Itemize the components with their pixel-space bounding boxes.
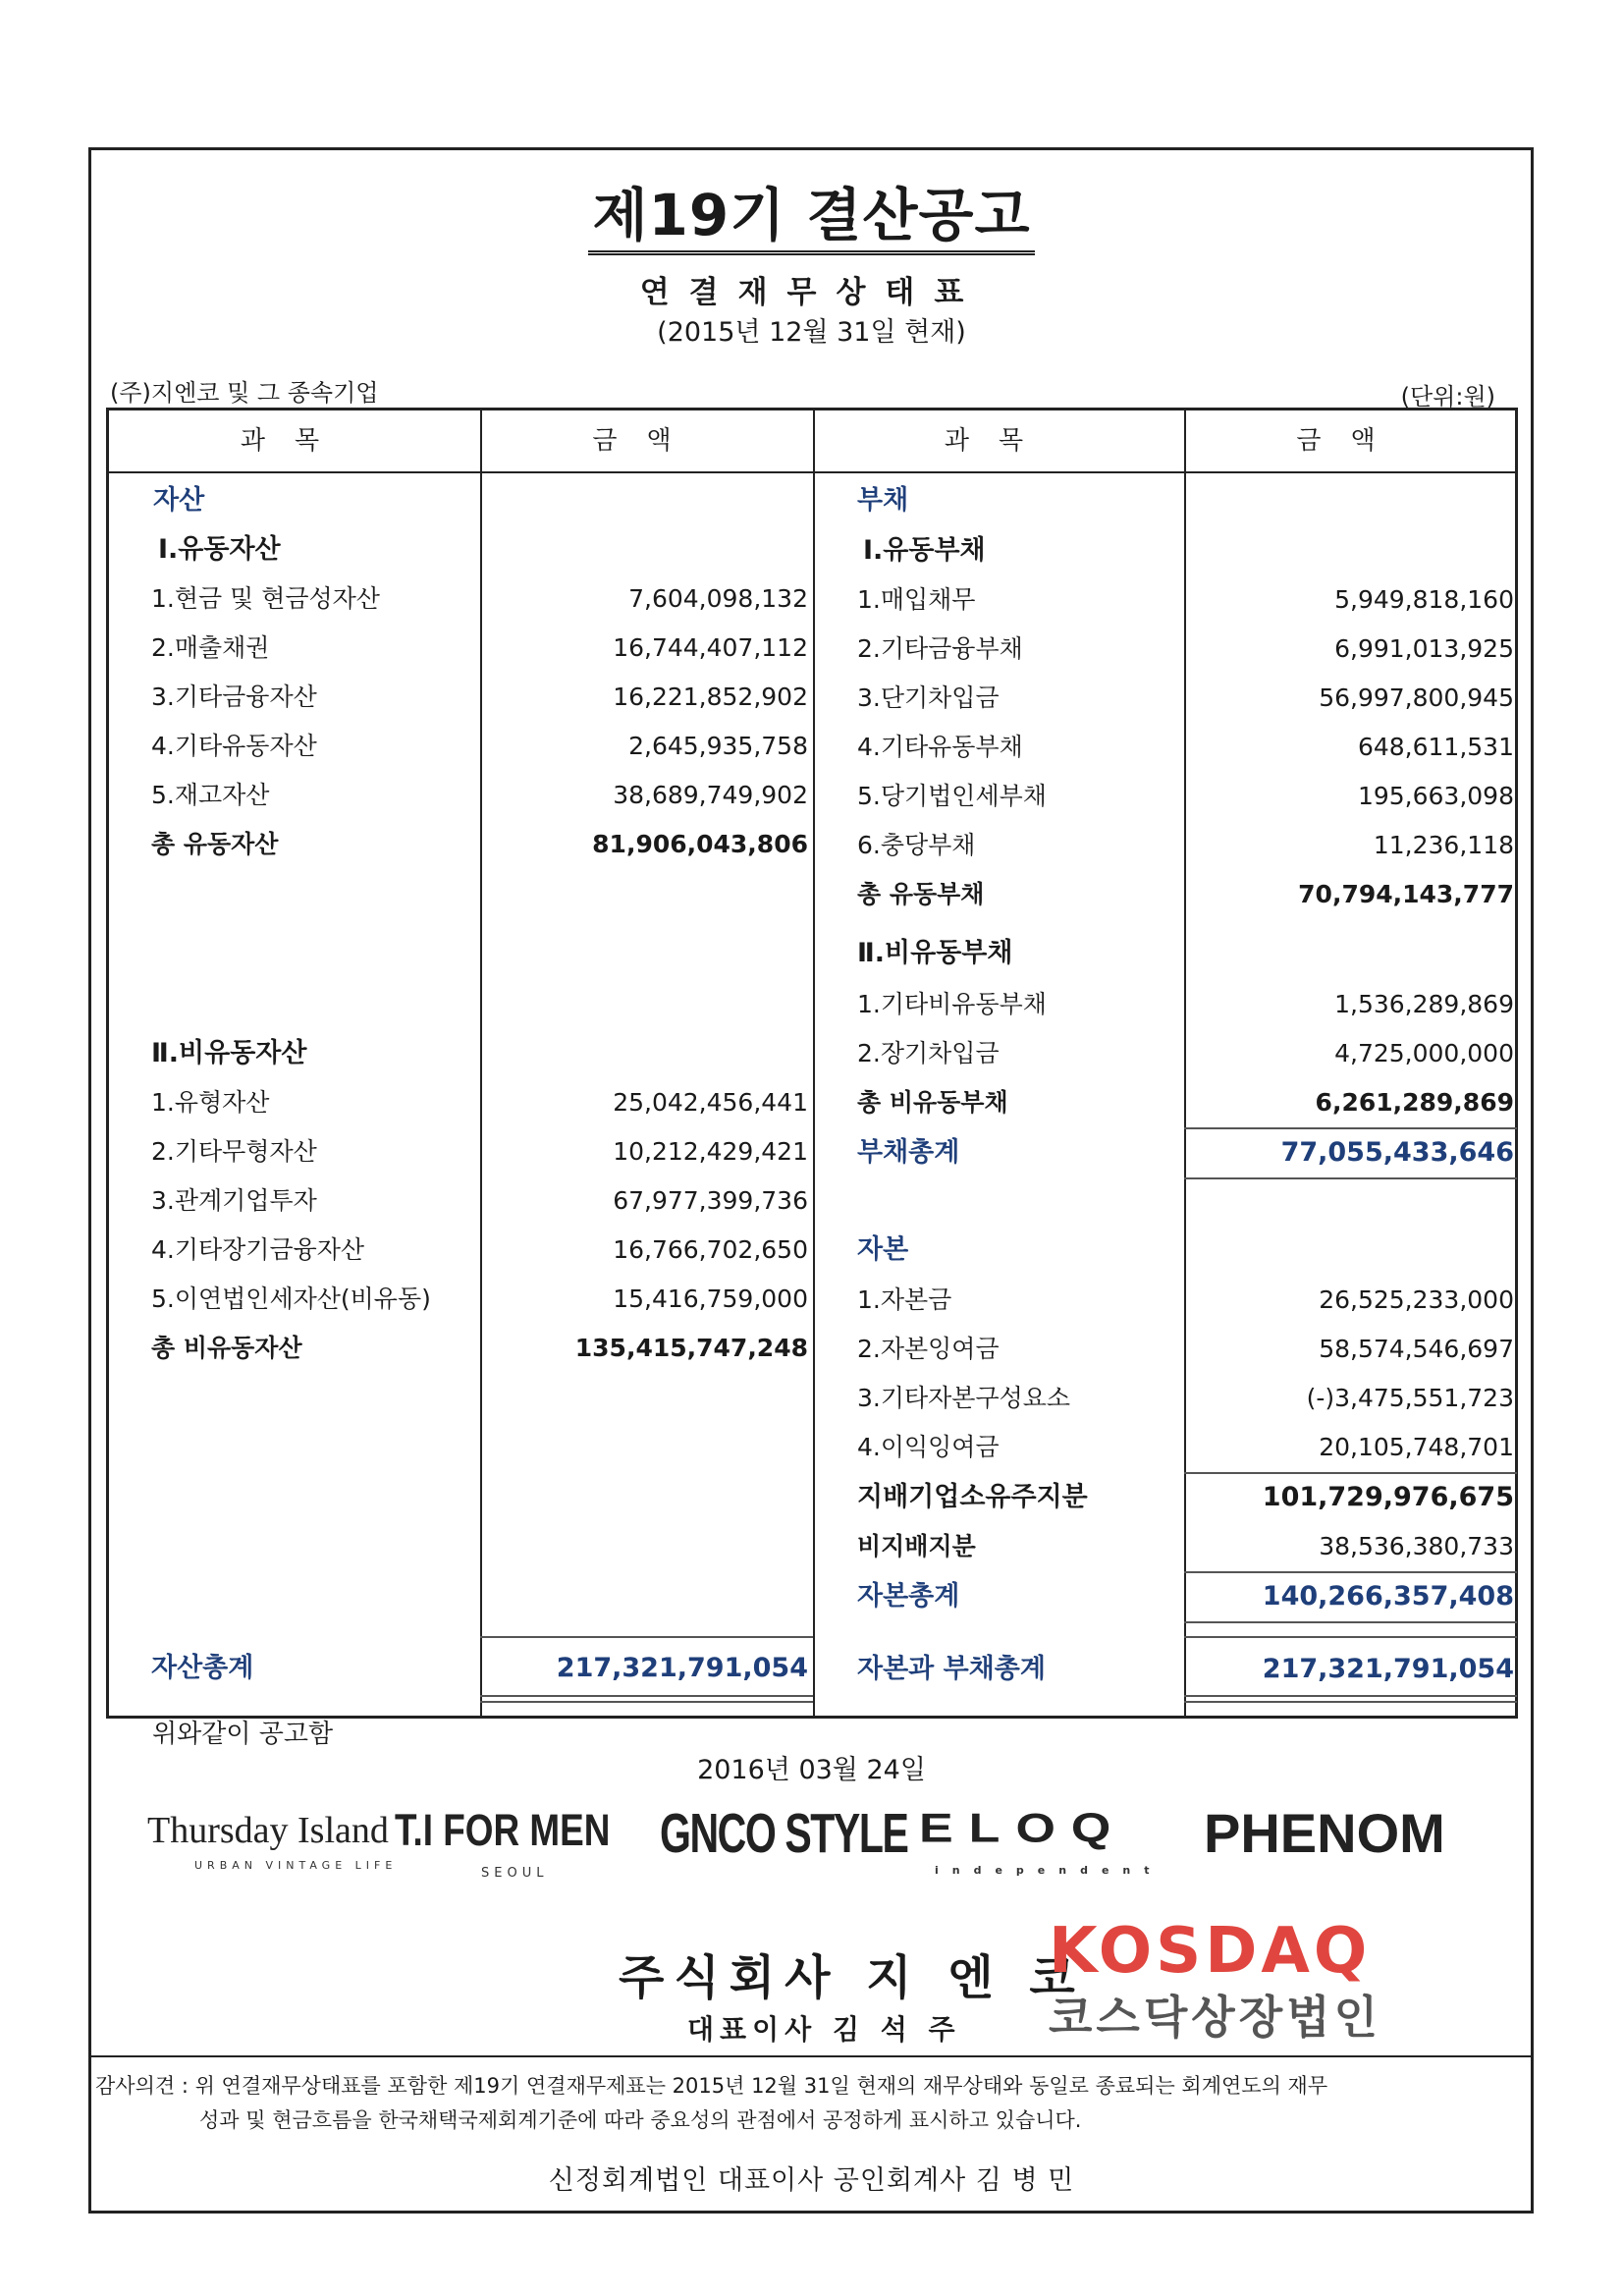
notice-text: 위와같이 공고함 [152, 1720, 334, 1749]
asset-item-label: 4.기타유동자산 [151, 732, 317, 760]
current-assets-title: Ⅰ.유동자산 [158, 534, 281, 565]
thursday-island-tagline: URBAN VINTAGE LIFE [194, 1859, 398, 1872]
asset-item-value: 2,645,935,758 [628, 732, 808, 760]
asset-item-label: 3.관계기업투자 [151, 1186, 317, 1215]
asset-item-value: 67,977,399,736 [613, 1186, 808, 1215]
thursday-island-logo: Thursday Island [147, 1810, 389, 1851]
company-name: (주)지엔코 및 그 종속기업 [110, 379, 379, 407]
noncurrent-liabilities-total-label: 총 비유동부채 [857, 1088, 1008, 1117]
grand-total-label: 자본과 부채총계 [857, 1654, 1046, 1684]
liability-item-value: 648,611,531 [1357, 733, 1514, 761]
ti-for-men-tagline: SEOUL [481, 1866, 549, 1881]
unit-label: (단위:원) [1400, 383, 1495, 410]
header-amount-right: 금액 [1296, 426, 1405, 456]
equity-item-value: 26,525,233,000 [1319, 1285, 1514, 1314]
asset-item-label: 2.기타무형자산 [151, 1137, 317, 1166]
notice-date: 2016년 03월 24일 [697, 1755, 926, 1785]
current-assets-total-label: 총 유동자산 [151, 830, 279, 858]
asset-item-label: 5.재고자산 [151, 781, 270, 809]
equity-section: 자본 [857, 1234, 909, 1265]
header-item-right: 과목 [944, 426, 1054, 456]
liability-item-value: 1,536,289,869 [1334, 990, 1514, 1018]
current-liabilities-title: Ⅰ.유동부채 [863, 535, 986, 566]
parent-equity-label: 지배기업소유주지분 [857, 1482, 1088, 1512]
header-item-left: 과목 [240, 426, 350, 456]
liability-item-label: 5.당기법인세부채 [857, 782, 1047, 810]
noncurrent-assets-total-label: 총 비유동자산 [151, 1334, 302, 1362]
liability-item-value: 6,991,013,925 [1334, 634, 1514, 663]
audit-opinion-line2: 성과 및 현금흐름을 한국채택국제회계기준에 따라 중요성의 관점에서 공정하게 표시하고 있습니다. [199, 2108, 1082, 2132]
asset-item-label: 3.기타금융자산 [151, 683, 317, 711]
liability-item-value: 11,236,118 [1373, 831, 1514, 859]
ceo-name: 대표이사 김 석 주 [687, 2013, 961, 2046]
corporation-name: 주식회사 지 엔 코 [619, 1950, 1085, 2005]
liability-item-label: 1.매입채무 [857, 585, 976, 614]
audit-opinion-line1: 감사의견 : 위 연결재무상태표를 포함한 제19기 연결재무제표는 2015년 12월 31일 현재의 재무상태와 동일로 종료되는 회계연도의 재무 [95, 2074, 1328, 2098]
liability-item-value: 4,725,000,000 [1334, 1039, 1514, 1067]
liability-item-value: 56,997,800,945 [1319, 683, 1514, 712]
equity-item-value: (-)3,475,551,723 [1306, 1384, 1514, 1412]
asset-item-label: 4.기타장기금융자산 [151, 1235, 365, 1264]
liability-item-label: 6.충당부채 [857, 831, 976, 859]
as-of-date: (2015년 12월 31일 현재) [657, 317, 966, 348]
equity-item-value: 20,105,748,701 [1319, 1433, 1514, 1461]
current-liabilities-total-value: 70,794,143,777 [1298, 880, 1514, 908]
kosdaq-logo: KOSDAQ [1049, 1915, 1372, 1988]
nci-value: 38,536,380,733 [1319, 1532, 1514, 1560]
asset-item-label: 5.이연법인세자산(비유동) [151, 1285, 431, 1313]
assets-section: 자산 [153, 485, 205, 516]
asset-item-value: 16,766,702,650 [613, 1235, 808, 1264]
noncurrent-liabilities-total-value: 6,261,289,869 [1315, 1088, 1514, 1117]
balance-sheet-table [106, 408, 1518, 1719]
grand-total-value: 217,321,791,054 [1262, 1654, 1514, 1684]
equity-item-label: 2.자본잉여금 [857, 1335, 1000, 1363]
auditor-signature: 신정회계법인 대표이사 공인회계사 김 병 민 [548, 2165, 1075, 2196]
noncurrent-assets-total-value: 135,415,747,248 [574, 1334, 808, 1362]
asset-item-value: 16,744,407,112 [613, 633, 808, 662]
assets-total-value: 217,321,791,054 [556, 1653, 808, 1683]
current-assets-total-value: 81,906,043,806 [592, 830, 808, 858]
liability-item-value: 5,949,818,160 [1334, 585, 1514, 614]
equity-item-label: 3.기타자본구성요소 [857, 1384, 1071, 1412]
liability-item-label: 2.기타금융부채 [857, 634, 1023, 663]
liabilities-section: 부채 [857, 485, 909, 516]
eloq-tagline: independent [935, 1864, 1163, 1877]
asset-item-value: 7,604,098,132 [628, 584, 808, 613]
assets-total-label: 자산총계 [151, 1653, 254, 1683]
liabilities-total-label: 부채총계 [857, 1137, 960, 1168]
asset-item-label: 1.유형자산 [151, 1088, 270, 1117]
page-title: 제19기 결산공고 [0, 169, 1623, 251]
liability-item-value: 195,663,098 [1357, 782, 1514, 810]
current-liabilities-total-label: 총 유동부채 [857, 880, 985, 908]
asset-item-value: 15,416,759,000 [613, 1285, 808, 1313]
noncurrent-liabilities-title: Ⅱ.비유동부채 [857, 938, 1013, 968]
gnco-style-logo: GNCO STYLE [660, 1802, 908, 1865]
header-amount-left: 금액 [592, 426, 701, 456]
liability-item-label: 4.기타유동부채 [857, 733, 1023, 761]
asset-item-label: 1.현금 및 현금성자산 [151, 584, 380, 613]
equity-item-label: 1.자본금 [857, 1285, 952, 1314]
parent-equity-value: 101,729,976,675 [1262, 1482, 1514, 1512]
nci-label: 비지배지분 [857, 1532, 976, 1560]
equity-total-value: 140,266,357,408 [1262, 1581, 1514, 1612]
liability-item-label: 1.기타비유동부채 [857, 990, 1047, 1018]
audit-divider [88, 2055, 1534, 2057]
statement-title: 연결재무상태표 [639, 275, 984, 310]
eloq-logo: ELOQ [919, 1805, 1127, 1852]
liability-item-label: 3.단기차입금 [857, 683, 1000, 712]
liabilities-total-value: 77,055,433,646 [1280, 1137, 1514, 1168]
equity-total-label: 자본총계 [857, 1581, 960, 1612]
equity-item-value: 58,574,546,697 [1319, 1335, 1514, 1363]
asset-item-value: 25,042,456,441 [613, 1088, 808, 1117]
liability-item-label: 2.장기차입금 [857, 1039, 1000, 1067]
asset-item-value: 10,212,429,421 [613, 1137, 808, 1166]
kosdaq-listed-label: 코스닥상장법인 [1049, 1991, 1382, 2044]
asset-item-label: 2.매출채권 [151, 633, 270, 662]
asset-item-value: 38,689,749,902 [613, 781, 808, 809]
asset-item-value: 16,221,852,902 [613, 683, 808, 711]
ti-for-men-logo: T.I FOR MEN [395, 1805, 611, 1855]
equity-item-label: 4.이익잉여금 [857, 1433, 1000, 1461]
phenom-logo: PHENOM [1204, 1802, 1445, 1864]
noncurrent-assets-title: Ⅱ.비유동자산 [151, 1038, 307, 1068]
